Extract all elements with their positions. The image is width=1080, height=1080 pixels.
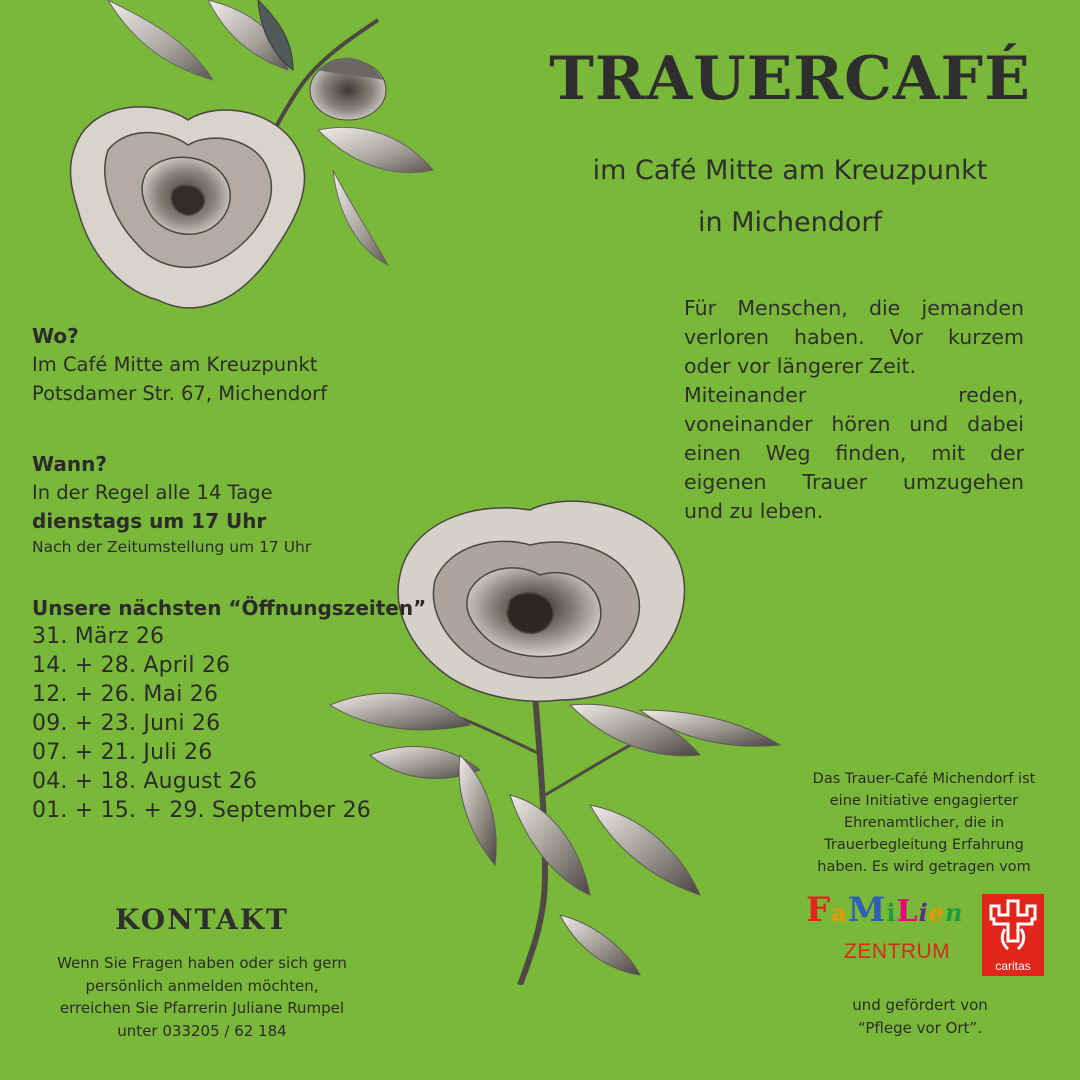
- time-section: [32, 450, 472, 559]
- contact-line: persönlich anmelden möchten,: [85, 976, 319, 995]
- familien-letter: L: [896, 894, 919, 929]
- initiative-line: Das Trauer-Café Michendorf ist: [812, 771, 1036, 787]
- familien-letter: i: [918, 898, 929, 927]
- familien-letter: e: [928, 898, 945, 927]
- time-emphasis: dienstags um 17 Uhr: [32, 509, 267, 533]
- time-note: Nach der Zeitumstellung um 17 Uhr: [32, 538, 312, 556]
- intro-line: Für Menschen, die jemanden: [684, 296, 1024, 320]
- intro-line: oder vor längerer Zeit.: [684, 354, 917, 378]
- contact-heading: KONTAKT: [115, 903, 289, 936]
- caritas-logo: [982, 894, 1044, 976]
- date-item: 12. + 26. Mai 26: [32, 682, 219, 707]
- intro-line: einen Weg finden, mit der: [684, 441, 1024, 465]
- location-heading: Wo?: [32, 324, 79, 348]
- familien-letter: M: [847, 890, 887, 930]
- page-title: TRAUERCAFÉ: [549, 44, 1031, 114]
- familien-letter: n: [944, 898, 964, 927]
- time-heading: Wann?: [32, 452, 107, 476]
- dates-section: [32, 594, 472, 825]
- subtitle-venue: im Café Mitte am Kreuzpunkt: [592, 155, 988, 186]
- subtitle-town: in Michendorf: [698, 207, 882, 238]
- date-item: 07. + 21. Juli 26: [32, 740, 213, 765]
- date-item: 31. März 26: [32, 624, 165, 649]
- intro-line: voneinander hören und dabei: [684, 412, 1024, 436]
- time-line: In der Regel alle 14 Tage: [32, 481, 273, 504]
- location-section: [32, 322, 472, 408]
- intro-line: und zu leben.: [684, 499, 824, 523]
- initiative-line: Ehrenamtlicher, die in: [843, 815, 1005, 831]
- contact-line: erreichen Sie Pfarrerin Juliane Rumpel: [59, 999, 345, 1017]
- location-line: Potsdamer Str. 67, Michendorf: [32, 382, 328, 405]
- date-item: 14. + 28. April 26: [32, 653, 231, 678]
- contact-phone: unter 033205 / 62 184: [117, 1021, 287, 1040]
- caritas-cross-icon: [983, 895, 1043, 957]
- location-line: Im Café Mitte am Kreuzpunkt: [32, 353, 318, 376]
- initiative-line: eine Initiative engagierter: [829, 793, 1019, 809]
- intro-line: eigenen Trauer umzugehen: [684, 470, 1024, 494]
- intro-paragraph: [684, 294, 1024, 526]
- familienzentrum-logo-zentrum: ZENTRUM: [844, 940, 951, 963]
- intro-line: verloren haben. Vor kurzem: [684, 325, 1024, 349]
- rose-illustration-top: [48, 0, 438, 330]
- intro-line: Miteinander reden,: [684, 383, 1024, 407]
- familien-letter: F: [806, 890, 832, 930]
- contact-text: [22, 952, 382, 1042]
- familienzentrum-logo-word: [806, 890, 963, 930]
- familien-letter: i: [886, 898, 897, 927]
- date-item: 04. + 18. August 26: [32, 769, 258, 794]
- contact-line: Wenn Sie Fragen haben oder sich gern: [57, 954, 347, 972]
- date-item: 01. + 15. + 29. September 26: [32, 798, 371, 823]
- initiative-line: Trauerbegleitung Erfahrung: [824, 837, 1024, 853]
- caritas-label: caritas: [995, 959, 1031, 973]
- initiative-line: haben. Es wird getragen vom: [817, 859, 1031, 875]
- dates-heading: Unsere nächsten “Öffnungszeiten”: [32, 596, 427, 620]
- familienzentrum-logo: [806, 890, 978, 970]
- initiative-text: [778, 768, 1070, 878]
- funding-line: “Pflege vor Ort”.: [858, 1018, 982, 1037]
- funding-text: [820, 994, 1020, 1039]
- funding-line: und gefördert von: [852, 996, 988, 1014]
- familien-letter: a: [831, 898, 848, 927]
- date-item: 09. + 23. Juni 26: [32, 711, 221, 736]
